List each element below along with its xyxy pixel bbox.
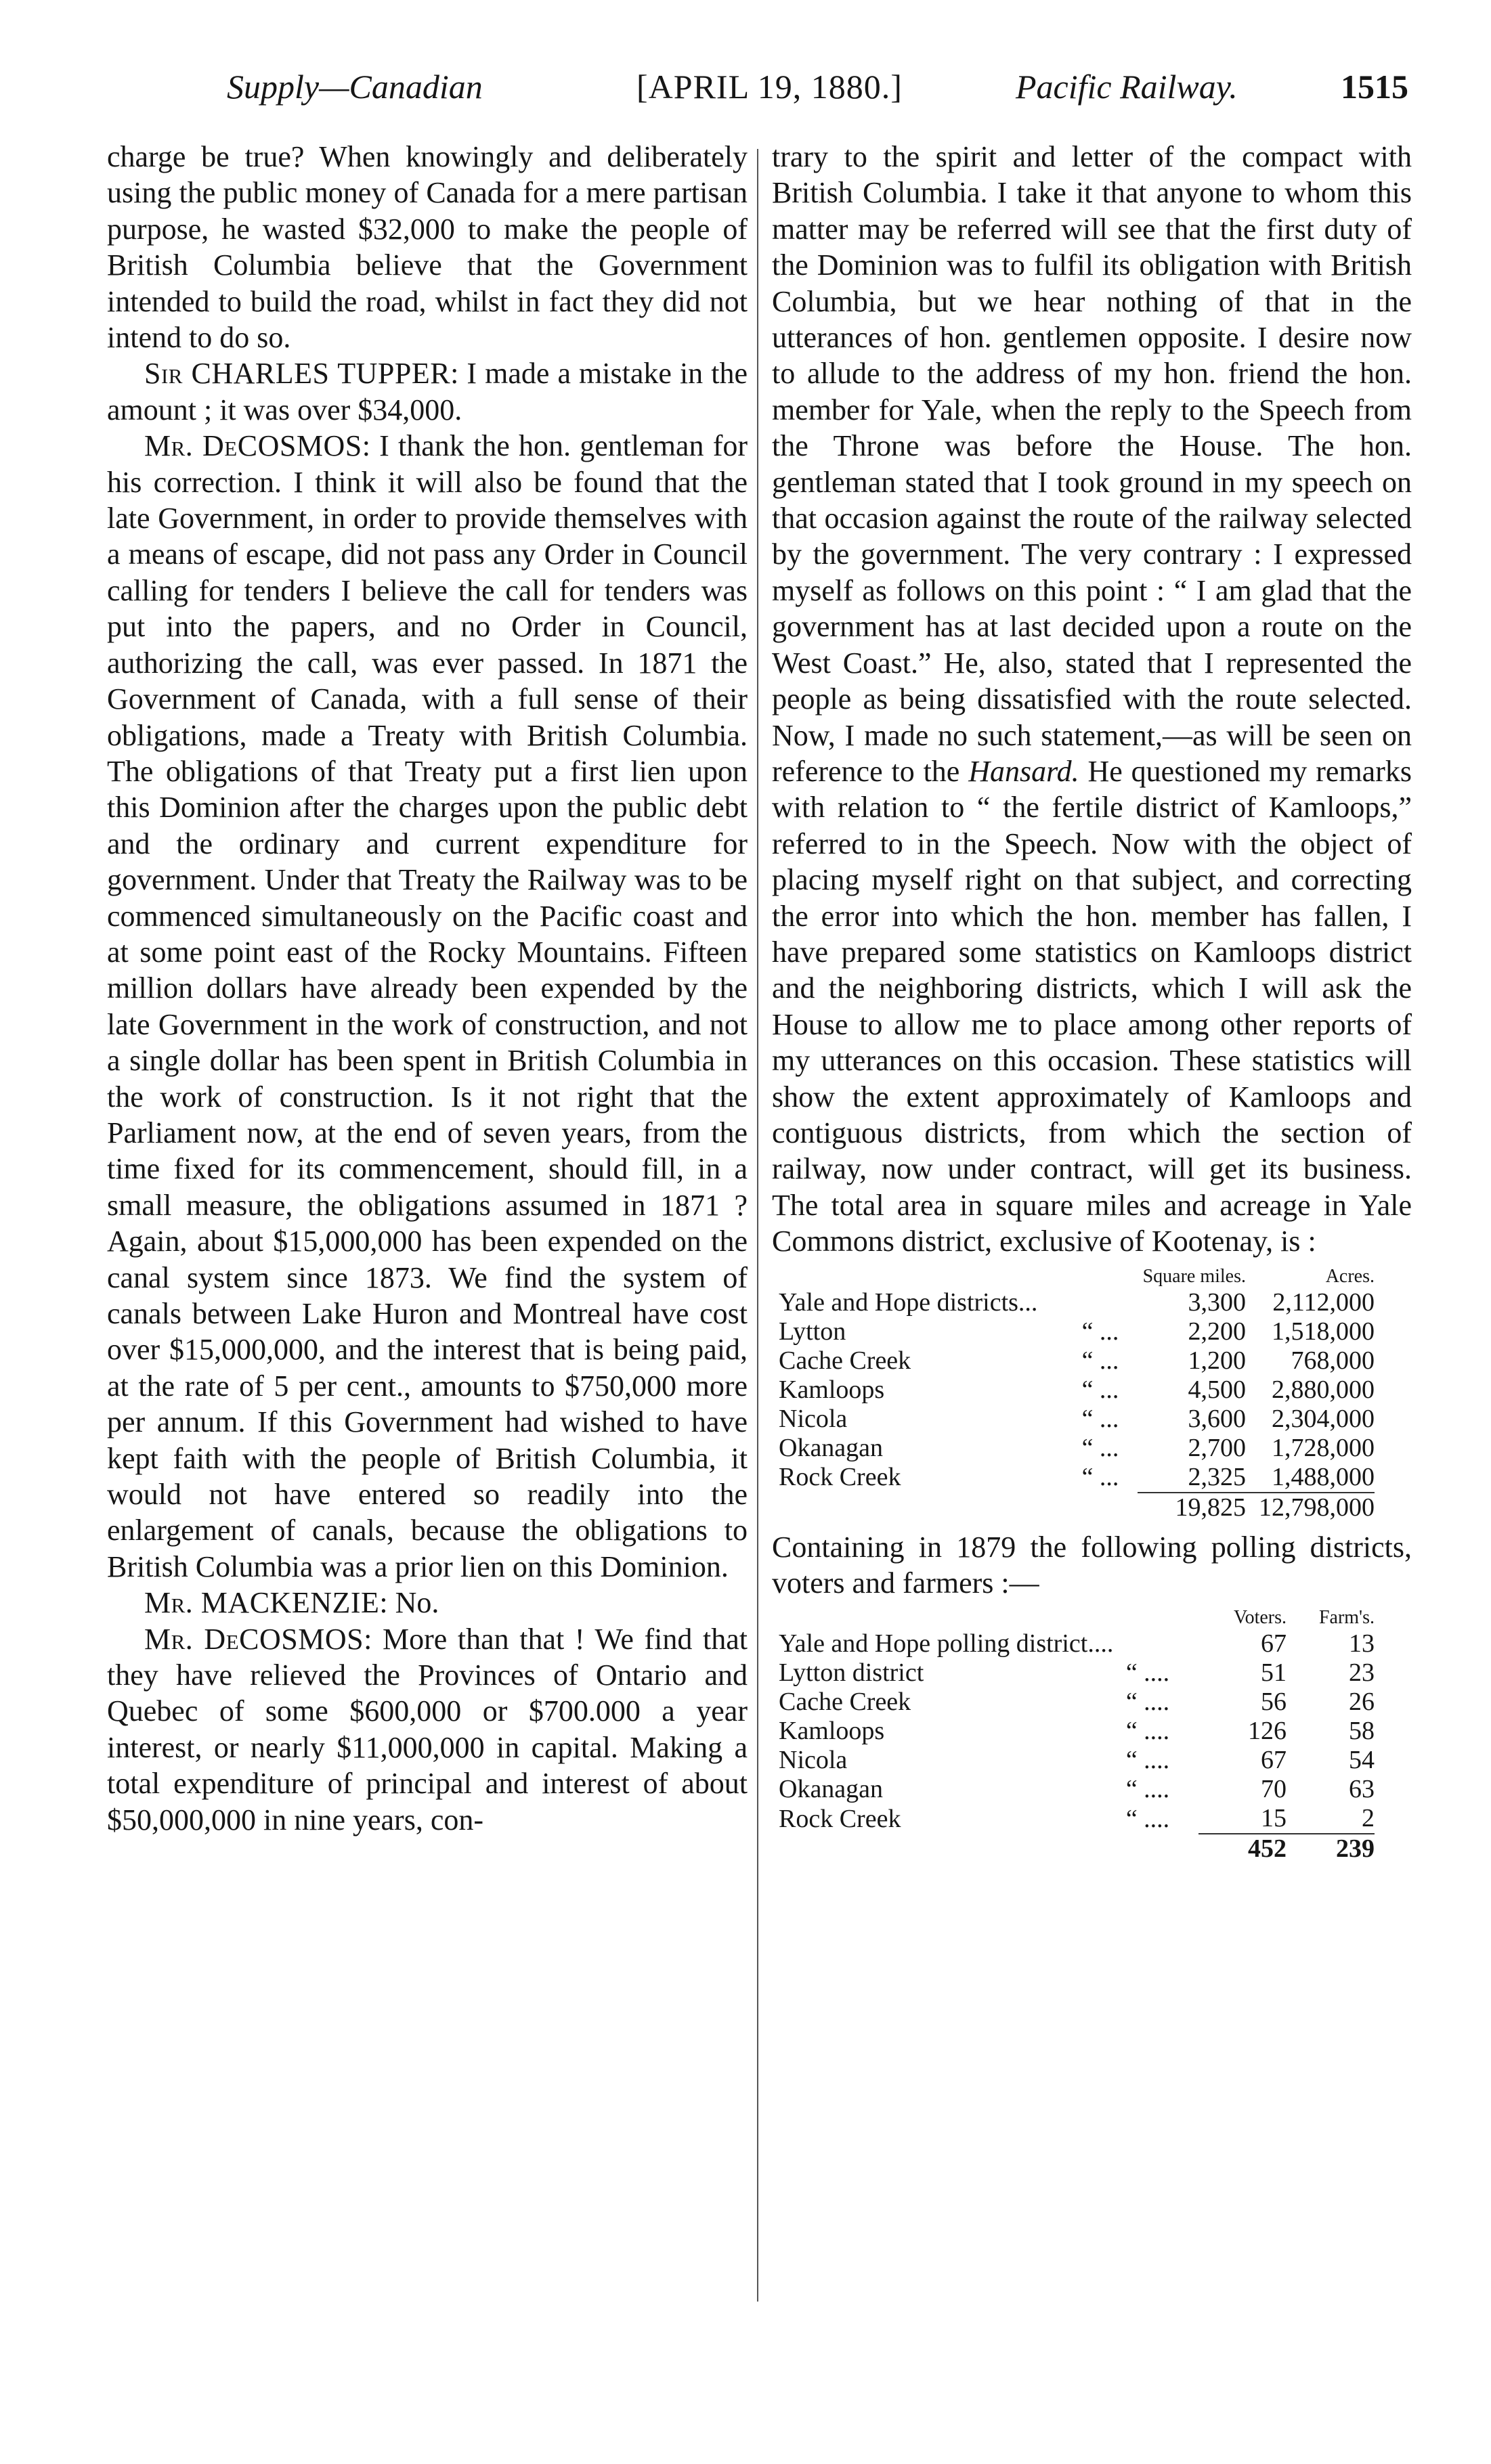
- paragraph-text: He questioned my remarks with relation to “ the fertile district of Kamloops,” referred to in the Speech. Now with the object of placing myself right on that subject, and correcting the error into which the hon. member has fallen, I have prepared some statistics on Kamloops district and the neighboring districts, which I will ask the House to allow me to place among other reports of my utterances on this occasion. These statistics will show the extent approximately of Kamloops and contiguous districts, from which the section of railway, now under contract, will get its business. The total area in square miles and acreage in Yale Commons district, exclusive of Kootenay, is :: [772, 754, 1412, 1258]
- table-header-row: [779, 1265, 1375, 1288]
- ditto-mark: “ ...: [1081, 1317, 1119, 1346]
- district-name: Cache Creek: [779, 1346, 911, 1375]
- district-name: Cache Creek: [779, 1688, 911, 1717]
- header-left-title: Supply—Canadian: [227, 68, 483, 106]
- farmers: 2: [1362, 1804, 1375, 1833]
- acres: 2,880,000: [1272, 1375, 1375, 1404]
- square-miles: 2,325: [1188, 1462, 1246, 1491]
- speaker-name: Sir CHARLES TUPPER: [144, 357, 451, 391]
- farmers: 63: [1349, 1775, 1375, 1804]
- total-acres: 12,798,000: [1246, 1493, 1375, 1522]
- speech-text: : No.: [379, 1586, 439, 1620]
- area-table: [779, 1265, 1375, 1522]
- speech-decosmos: [107, 428, 748, 1585]
- ditto-mark: “ ....: [1125, 1775, 1170, 1804]
- speaker-name: Mr. MACKENZIE: [144, 1586, 380, 1620]
- speech-tupper: [107, 355, 748, 428]
- table-total-row: [779, 1493, 1375, 1522]
- square-miles: 3,600: [1188, 1404, 1246, 1433]
- table-row: [779, 1317, 1375, 1346]
- table-row: [779, 1288, 1375, 1317]
- farmers: 26: [1349, 1688, 1375, 1717]
- farmers: 23: [1349, 1658, 1375, 1688]
- page-number: 1515: [1341, 68, 1408, 106]
- left-column: [107, 139, 748, 1838]
- table-row: [779, 1376, 1375, 1405]
- voters: 70: [1261, 1775, 1287, 1804]
- square-miles: 2,200: [1188, 1317, 1246, 1346]
- district-name: Nicola: [779, 1746, 848, 1775]
- district-name: Lytton district: [779, 1658, 924, 1688]
- ditto-mark: “ ....: [1125, 1746, 1170, 1775]
- district-name: Kamloops: [779, 1717, 885, 1746]
- column-header: Voters.: [1233, 1607, 1287, 1629]
- ditto-mark: “ ...: [1081, 1404, 1119, 1433]
- voters: 67: [1261, 1746, 1287, 1775]
- total-square-miles: 19,825: [1138, 1493, 1246, 1522]
- column-divider: [757, 149, 758, 2302]
- paragraph-text: trary to the spirit and letter of the compact with British Columbia. I take it that anyone to whom this matter may be referred will see that the first duty of the Dominion was to fulfil its obligation with British Columbia, but we hear nothing of that in the utterances of hon. gentlemen opposite. I desire now to allude to the address of my hon. friend the hon. member for Yale, when the reply to the Speech from the Throne was before the House. The hon. gentleman stated that I took ground in my speech on that occasion against the route of the railway selected by the government. The very contrary : I expressed myself as follows on this point : “ I am glad that the government has at last decided upon a route on the West Coast.” He, also, stated that I represented the people as being dissatisfied with the route selected. Now, I made no such statement,—as will be seen on reference to the: [772, 140, 1412, 788]
- ditto-mark: “ ....: [1125, 1658, 1170, 1688]
- table-row: [779, 1434, 1375, 1463]
- table-header-row: [779, 1606, 1375, 1629]
- voters: 15: [1261, 1804, 1287, 1833]
- square-miles: 3,300: [1188, 1288, 1246, 1317]
- table-row: [779, 1629, 1375, 1658]
- hansard-reference: Hansard.: [968, 754, 1079, 788]
- table-row: [779, 1804, 1375, 1834]
- acres: 768,000: [1291, 1346, 1375, 1375]
- acres: 1,518,000: [1272, 1317, 1375, 1346]
- total-voters: 452: [1198, 1834, 1287, 1864]
- ditto-mark: “ ...: [1081, 1463, 1119, 1492]
- voters: 56: [1261, 1688, 1287, 1717]
- district-name: Okanagan: [779, 1433, 884, 1462]
- acres: 1,728,000: [1272, 1433, 1375, 1462]
- speech-text: : I made a mistake in the amount ; it was over $34,000.: [107, 357, 748, 426]
- district-name: Nicola: [779, 1404, 848, 1433]
- district-name: Kamloops: [779, 1375, 885, 1404]
- speech-text: : I thank the hon. gentleman for his correction. I think it will also be found that the late Government, in order to provide themselves with a means of escape, did not pass any Order in Council calling for tenders I believe the call for tenders was put into the papers, and no Order in Council, authorizing the call, was ever passed. In 1871 the Government of Canada, with a full sense of their obligations, made a Treaty with British Columbia. The obligations of that Treaty put a first lien upon this Dominion after the charges upon the public debt and the ordinary and current expenditure for government. Under that Treaty the Railway was to be commenced simultaneously on the Pacific coast and at some point east of the Rocky Mountains. Fifteen million dollars have already been expended by the late Government in the work of construction, and not a single dollar has been spent in British Columbia in the work of construction. Is it not right that the Parliament now, at the end of seven years, from the time fixed for its commencement, should fill, in a small measure, the obligations assumed in 1871 ? Again, about $15,000,000 has been expended on the canal system since 1873. We find the system of canals between Lake Huron and Montreal have cost over $15,000,000, and the interest that is being paid, at the rate of 5 per cent., amounts to $750,000 more per annum. If this Government had wished to have kept faith with the people of British Columbia, it would not have entered so readily into the enlargement of canals, because the obligations to British Columbia was a prior lien on this Dominion.: [107, 429, 748, 1583]
- table-row: [779, 1688, 1375, 1717]
- table-row: [779, 1405, 1375, 1434]
- speech-decosmos-2: [107, 1621, 748, 1838]
- right-column: [772, 139, 1412, 1864]
- ditto-mark: “ ...: [1081, 1433, 1119, 1462]
- table-row: [779, 1463, 1375, 1493]
- speech-text: : More than that ! We find that they have relieved the Provinces of Ontario and Quebec of some $600,000 or $700.000 a year interest, or nearly $11,000,000 in capital. Making a total expenditure of principal and interest of about $50,000,000 in nine years, con-: [107, 1622, 748, 1836]
- table-row: [779, 1717, 1375, 1746]
- district-name: Yale and Hope polling district....: [779, 1629, 1114, 1658]
- table-row: [779, 1658, 1375, 1688]
- voters-table: [779, 1606, 1375, 1864]
- paragraph-continued: charge be true? When knowingly and deliberately using the public money of Canada for a mere partisan purpose, he wasted $32,000 to make the people of British Columbia believe that the Government intended to build the road, whilst in fact they did not intend to do so.: [107, 140, 748, 355]
- speech-mackenzie: [107, 1585, 748, 1621]
- table-row: [779, 1346, 1375, 1376]
- voters: 51: [1261, 1658, 1287, 1688]
- running-header: [132, 60, 1408, 114]
- acres: 2,112,000: [1272, 1288, 1375, 1317]
- ditto-mark: “ ....: [1125, 1717, 1170, 1746]
- acres: 1,488,000: [1272, 1462, 1375, 1491]
- district-name: Yale and Hope districts...: [779, 1288, 1038, 1317]
- square-miles: 1,200: [1188, 1346, 1246, 1375]
- ditto-mark: “ ...: [1081, 1375, 1119, 1404]
- ditto-mark: “ ...: [1081, 1346, 1119, 1375]
- square-miles: 4,500: [1188, 1375, 1246, 1404]
- farmers: 13: [1349, 1629, 1375, 1658]
- farmers: 54: [1349, 1746, 1375, 1775]
- speaker-name: Mr. DeCOSMOS: [144, 429, 362, 463]
- voters: 67: [1261, 1629, 1287, 1658]
- square-miles: 2,700: [1188, 1433, 1246, 1462]
- table-total-row: [779, 1834, 1375, 1864]
- paragraph-polling: Containing in 1879 the following polling districts, voters and farmers :—: [772, 1530, 1412, 1600]
- table-row: [779, 1746, 1375, 1775]
- district-name: Rock Creek: [779, 1463, 901, 1492]
- voters: 126: [1248, 1717, 1287, 1746]
- header-date: [APRIL 19, 1880.]: [636, 68, 903, 106]
- column-header: Farm's.: [1318, 1607, 1375, 1629]
- ditto-mark: “ ....: [1125, 1804, 1170, 1833]
- table-row: [779, 1775, 1375, 1804]
- paragraph-continued: [772, 139, 1412, 1260]
- acres: 2,304,000: [1272, 1404, 1375, 1433]
- farmers: 58: [1349, 1717, 1375, 1746]
- ditto-mark: “ ....: [1125, 1688, 1170, 1717]
- column-header: Acres.: [1325, 1265, 1375, 1287]
- column-header: Square miles.: [1142, 1265, 1246, 1287]
- header-right-title: Pacific Railway.: [1016, 68, 1238, 106]
- district-name: Rock Creek: [779, 1804, 901, 1833]
- district-name: Okanagan: [779, 1775, 884, 1804]
- district-name: Lytton: [779, 1317, 846, 1346]
- total-farmers: 239: [1287, 1834, 1375, 1864]
- speaker-name: Mr. DeCOSMOS: [144, 1622, 364, 1656]
